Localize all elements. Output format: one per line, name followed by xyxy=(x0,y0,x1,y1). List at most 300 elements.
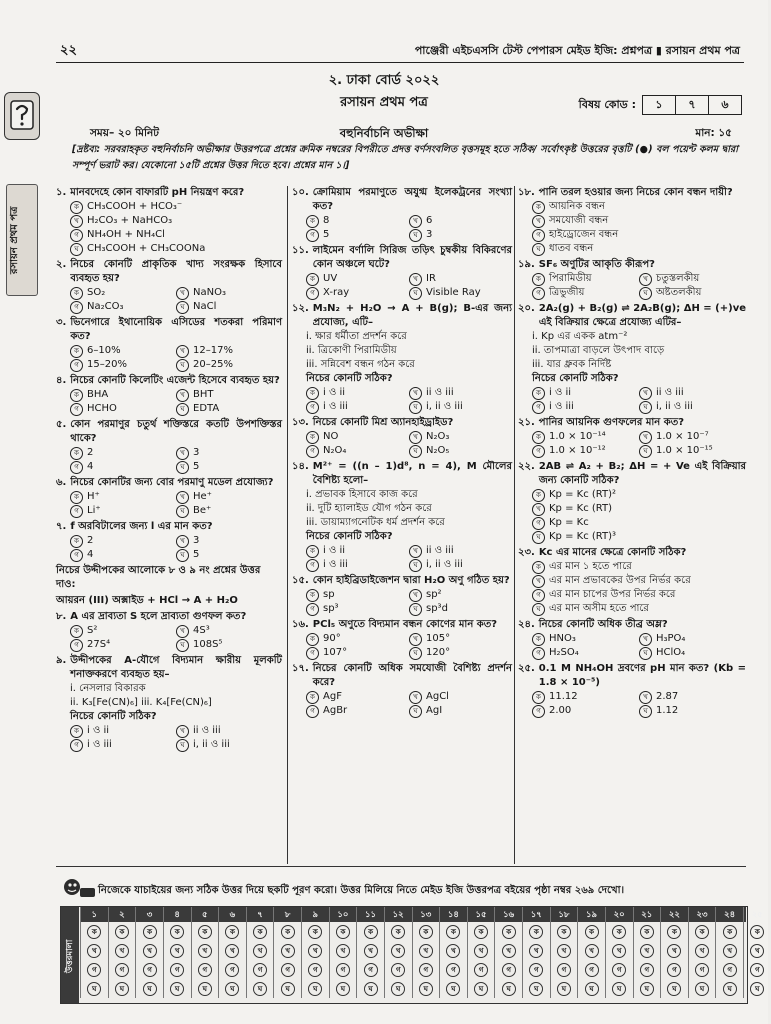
answer-option[interactable] xyxy=(409,272,512,286)
option-marker: ক xyxy=(70,625,83,638)
option-text: 20–25% xyxy=(193,359,233,370)
answer-bubble[interactable]: ক xyxy=(364,925,378,939)
answer-bubble[interactable]: খ xyxy=(87,944,101,958)
answer-grid-label: উত্তরমালা xyxy=(65,939,75,973)
answer-option[interactable] xyxy=(70,228,282,242)
answer-option[interactable] xyxy=(532,444,639,458)
answer-grid-cell xyxy=(688,979,716,998)
answer-bubble[interactable]: গ xyxy=(225,963,239,977)
answer-option[interactable] xyxy=(532,502,746,516)
answer-grid-cell xyxy=(494,922,522,941)
answer-option[interactable] xyxy=(176,344,282,358)
answer-option[interactable] xyxy=(306,272,409,286)
answer-option[interactable] xyxy=(70,738,176,752)
answer-option[interactable] xyxy=(532,704,639,718)
question-item xyxy=(56,476,282,518)
answer-option[interactable] xyxy=(306,430,409,444)
answer-bubble[interactable]: গ xyxy=(281,963,295,977)
answer-option[interactable] xyxy=(532,228,746,242)
answer-option[interactable] xyxy=(532,588,746,602)
answer-bubble[interactable]: ঘ xyxy=(281,982,295,996)
option-marker: ক xyxy=(70,389,83,402)
answer-bubble[interactable]: গ xyxy=(612,963,626,977)
option-marker: খ xyxy=(409,633,422,646)
answer-option[interactable] xyxy=(176,286,282,300)
option-marker: ক xyxy=(532,691,545,704)
answer-option[interactable] xyxy=(532,386,639,400)
answer-bubble[interactable]: গ xyxy=(640,963,654,977)
answer-option[interactable] xyxy=(70,446,176,460)
answer-option[interactable] xyxy=(70,490,176,504)
answer-bubble[interactable]: ক xyxy=(695,925,709,939)
answer-bubble[interactable]: ঘ xyxy=(225,982,239,996)
answer-bubble[interactable]: ঘ xyxy=(419,982,433,996)
answer-bubble[interactable]: ঘ xyxy=(170,982,184,996)
answer-option[interactable] xyxy=(70,242,282,256)
answer-bubble[interactable]: খ xyxy=(143,944,157,958)
answer-bubble[interactable]: ঘ xyxy=(87,982,101,996)
answer-bubble[interactable]: গ xyxy=(502,963,516,977)
question-item xyxy=(518,618,746,660)
answer-bubble[interactable]: ক xyxy=(419,925,433,939)
option-text: 90° xyxy=(323,633,341,644)
answer-bubble[interactable]: খ xyxy=(446,944,460,958)
answer-bubble[interactable]: ক xyxy=(143,925,157,939)
answer-bubble[interactable]: ঘ xyxy=(502,982,516,996)
answer-option[interactable] xyxy=(409,430,512,444)
answer-option[interactable] xyxy=(639,430,746,444)
answer-option[interactable] xyxy=(532,646,639,660)
answer-option[interactable] xyxy=(306,558,409,572)
answer-bubble[interactable]: ক xyxy=(474,925,488,939)
answer-option[interactable] xyxy=(409,690,512,704)
option-marker: খ xyxy=(639,387,652,400)
answer-bubble[interactable]: ক xyxy=(640,925,654,939)
answer-option[interactable] xyxy=(532,430,639,444)
answer-option[interactable] xyxy=(532,214,746,228)
answer-bubble[interactable]: ক xyxy=(253,925,267,939)
answer-bubble[interactable]: ঘ xyxy=(585,982,599,996)
book-title: পাঞ্জেরী এইচএসসি টেস্ট পেপারস মেইড ইজি: প্রশ্নপত্র ▮ রসায়ন প্রথম পত্র xyxy=(414,44,740,57)
option-text: এর মান অসীম হতে পারে xyxy=(549,603,649,614)
answer-bubble[interactable]: ঘ xyxy=(695,982,709,996)
answer-bubble[interactable]: ঘ xyxy=(391,982,405,996)
answer-bubble[interactable]: ক xyxy=(308,925,322,939)
answer-option[interactable] xyxy=(176,358,282,372)
answer-bubble[interactable]: ঘ xyxy=(446,982,460,996)
option-text: HCHO xyxy=(87,403,117,414)
answer-bubble[interactable]: খ xyxy=(170,944,184,958)
answer-bubble[interactable]: ঘ xyxy=(364,982,378,996)
question-stem xyxy=(292,460,512,488)
answer-bubble[interactable]: ক xyxy=(225,925,239,939)
answer-bubble[interactable]: গ xyxy=(308,963,322,977)
answer-option[interactable] xyxy=(639,444,746,458)
answer-option[interactable] xyxy=(306,228,409,242)
answer-bubble[interactable]: ক xyxy=(336,925,350,939)
answer-option[interactable] xyxy=(70,460,176,474)
subject-code xyxy=(579,94,742,116)
answer-option[interactable] xyxy=(306,632,409,646)
answer-option[interactable] xyxy=(70,358,176,372)
question-stem xyxy=(56,374,282,388)
exam-marks: মান: ১৫ xyxy=(695,127,732,139)
answer-bubble[interactable]: ঘ xyxy=(336,982,350,996)
answer-grid-cell xyxy=(329,979,357,998)
answer-bubble[interactable]: খ xyxy=(115,944,129,958)
answer-bubble[interactable]: খ xyxy=(723,944,737,958)
answer-bubble[interactable]: ক xyxy=(391,925,405,939)
answer-option[interactable] xyxy=(176,534,282,548)
answer-bubble[interactable]: ঘ xyxy=(667,982,681,996)
answer-option[interactable] xyxy=(532,574,746,588)
answer-option[interactable] xyxy=(409,646,512,660)
answer-option[interactable] xyxy=(409,214,512,228)
answer-option[interactable] xyxy=(306,544,409,558)
answer-option[interactable] xyxy=(409,558,512,572)
answer-option[interactable] xyxy=(409,228,512,242)
answer-option[interactable] xyxy=(306,286,409,300)
option-marker: গ xyxy=(306,445,319,458)
question-number: ১২. xyxy=(292,303,309,314)
answer-bubble[interactable]: গ xyxy=(115,963,129,977)
answer-option[interactable] xyxy=(70,388,176,402)
option-marker: ঘ xyxy=(639,647,652,660)
answer-option[interactable] xyxy=(176,490,282,504)
answer-option[interactable] xyxy=(70,300,176,314)
option-text: 27S⁴ xyxy=(87,639,111,650)
answer-bubble[interactable]: গ xyxy=(143,963,157,977)
question-stem xyxy=(56,476,282,490)
option-text: i ও iii xyxy=(323,559,348,570)
answer-grid-cell xyxy=(494,941,522,960)
question-item xyxy=(56,374,282,416)
answer-bubble[interactable]: ঘ xyxy=(557,982,571,996)
answer-bubble[interactable]: খ xyxy=(585,944,599,958)
answer-option[interactable] xyxy=(306,602,409,616)
answer-option[interactable] xyxy=(306,690,409,704)
answer-grid-cell xyxy=(412,979,440,998)
answer-grid-cell xyxy=(743,941,771,960)
answer-option[interactable] xyxy=(532,200,746,214)
question-text: নিচের কোনটির জন্য বোর পরমাণু মডেল প্রযোজ্য? xyxy=(70,477,274,488)
answer-bubble[interactable]: গ xyxy=(253,963,267,977)
answer-bubble[interactable]: ঘ xyxy=(474,982,488,996)
answer-bubble[interactable]: খ xyxy=(474,944,488,958)
answer-option[interactable] xyxy=(306,588,409,602)
answer-bubble[interactable]: খ xyxy=(308,944,322,958)
answer-grid-row xyxy=(80,979,760,998)
option-text: 8 xyxy=(323,215,330,226)
question-number: ২৩. xyxy=(518,547,535,558)
question-stem xyxy=(518,302,746,330)
answer-bubble[interactable]: ঘ xyxy=(750,982,764,996)
option-text: i, ii ও iii xyxy=(193,739,230,750)
option-marker: ঘ xyxy=(409,401,422,414)
answer-option[interactable] xyxy=(70,624,176,638)
answer-bubble[interactable]: গ xyxy=(170,963,184,977)
answer-bubble[interactable]: ঘ xyxy=(640,982,654,996)
answer-option[interactable] xyxy=(306,704,409,718)
answer-option[interactable] xyxy=(306,400,409,414)
columns-bottom-rule xyxy=(56,866,746,867)
option-marker: খ xyxy=(639,691,652,704)
answer-option[interactable] xyxy=(70,724,176,738)
answer-option[interactable] xyxy=(639,690,746,704)
answer-option[interactable] xyxy=(176,624,282,638)
answer-bubble[interactable]: ক xyxy=(557,925,571,939)
option-marker: ক xyxy=(532,489,545,502)
answer-option[interactable] xyxy=(409,704,512,718)
answer-option[interactable] xyxy=(70,548,176,562)
option-marker: ঘ xyxy=(176,461,189,474)
option-marker: খ xyxy=(409,589,422,602)
instruction-note: [দ্রষ্টব্য: সরবরাহকৃত বহুনির্বাচনি অভীক্ষার উত্তরপত্রে প্রশ্নের ক্রমিক নম্বরের বিপরীতে প্রদত্ত বর্ণসংবলিত বৃত্তসমূহ হতে সঠিক/ সর্বোৎকৃষ্ট উত্তরের বৃত্তটি (●) বল পয়েন্ট কলম দ্বারা সম্পূর্ণ ভরাট কর। যেকোনো ১৫টি প্রশ্নের উত্তর দিতে হবে। প্রশ্নের মান ১।] xyxy=(72,144,738,171)
answer-bubble[interactable]: ক xyxy=(281,925,295,939)
answer-bubble[interactable]: খ xyxy=(667,944,681,958)
answer-grid-row xyxy=(80,960,760,979)
option-marker: ঘ xyxy=(176,639,189,652)
option-text: BHT xyxy=(193,389,214,400)
answer-option[interactable] xyxy=(532,488,746,502)
answer-option[interactable] xyxy=(176,548,282,562)
answer-bubble[interactable]: গ xyxy=(750,963,764,977)
answer-option[interactable] xyxy=(176,402,282,416)
answer-bubble[interactable]: গ xyxy=(474,963,488,977)
option-marker: ঘ xyxy=(176,505,189,518)
answer-grid-cell xyxy=(577,922,605,941)
answer-grid-cells xyxy=(80,907,763,998)
question-number: ১৬. xyxy=(292,619,309,630)
answer-option[interactable] xyxy=(306,214,409,228)
answer-bubble[interactable]: ক xyxy=(585,925,599,939)
option-text: 5 xyxy=(193,461,200,472)
answer-option[interactable] xyxy=(639,286,746,300)
question-text: নিচের কোনটি অধিক তীব্র অম্ল? xyxy=(538,619,668,630)
answer-bubble[interactable]: খ xyxy=(640,944,654,958)
answer-bubble[interactable]: ক xyxy=(115,925,129,939)
option-text: 2 xyxy=(87,447,94,458)
answer-option[interactable] xyxy=(70,344,176,358)
answer-bubble[interactable]: খ xyxy=(198,944,212,958)
option-text: Kp = Kc (RT)³ xyxy=(549,531,617,542)
answer-grid-number: ২৫ xyxy=(743,907,771,922)
question-number: ১৩. xyxy=(292,417,309,428)
answer-grid-cell xyxy=(301,960,329,979)
answer-bubble[interactable]: ক xyxy=(502,925,516,939)
question-text: 0.1 M NH₄OH দ্রবণের pH মান কত? (Kb = 1.8 × 10⁻⁵) xyxy=(538,663,746,688)
answer-option[interactable] xyxy=(532,286,639,300)
answer-bubble[interactable]: গ xyxy=(723,963,737,977)
answer-option[interactable] xyxy=(176,300,282,314)
answer-bubble[interactable]: ক xyxy=(170,925,184,939)
answer-option[interactable] xyxy=(532,632,639,646)
answer-bubble[interactable]: গ xyxy=(87,963,101,977)
answer-bubble[interactable]: গ xyxy=(364,963,378,977)
answer-bubble[interactable]: ক xyxy=(667,925,681,939)
answer-bubble[interactable]: গ xyxy=(391,963,405,977)
answer-option[interactable] xyxy=(176,388,282,402)
answer-grid-cell xyxy=(80,941,108,960)
answer-option[interactable] xyxy=(176,460,282,474)
option-text: AgF xyxy=(323,691,342,702)
question-number: ২. xyxy=(56,259,67,270)
question-statement: i. ক্ষার ধর্মীতা প্রদর্শন করে xyxy=(306,331,407,342)
option-marker: ঘ xyxy=(639,705,652,718)
question-item xyxy=(56,186,282,256)
answer-option[interactable] xyxy=(639,632,746,646)
answer-bubble[interactable]: খ xyxy=(391,944,405,958)
answer-option[interactable] xyxy=(409,602,512,616)
option-list xyxy=(292,544,512,572)
option-marker: গ xyxy=(306,401,319,414)
answer-option[interactable] xyxy=(306,444,409,458)
question-statement: iii. ডায়াম্যাগনেটিক ধর্ম প্রদর্শন করে xyxy=(306,517,445,528)
answer-bubble[interactable]: ক xyxy=(723,925,737,939)
answer-option[interactable] xyxy=(409,400,512,414)
answer-bubble[interactable]: গ xyxy=(198,963,212,977)
answer-grid-header xyxy=(80,907,763,922)
answer-option[interactable] xyxy=(532,272,639,286)
option-text: Na₂CO₃ xyxy=(87,301,124,312)
answer-grid-cell xyxy=(467,941,495,960)
answer-option[interactable] xyxy=(70,638,176,652)
answer-bubble[interactable]: ক xyxy=(529,925,543,939)
answer-bubble[interactable]: ক xyxy=(612,925,626,939)
option-marker: গ xyxy=(70,461,83,474)
answer-bubble[interactable]: ঘ xyxy=(198,982,212,996)
option-text: 105° xyxy=(426,633,451,644)
answer-option[interactable] xyxy=(532,690,639,704)
answer-option[interactable] xyxy=(409,544,512,558)
answer-option[interactable] xyxy=(70,214,282,228)
answer-option[interactable] xyxy=(70,200,282,214)
answer-option[interactable] xyxy=(532,400,639,414)
answer-bubble[interactable]: খ xyxy=(253,944,267,958)
answer-bubble[interactable]: খ xyxy=(364,944,378,958)
option-marker: খ xyxy=(532,215,545,228)
answer-option[interactable] xyxy=(639,272,746,286)
answer-option[interactable] xyxy=(532,530,746,544)
answer-option[interactable] xyxy=(306,646,409,660)
answer-grid-cell xyxy=(412,922,440,941)
answer-grid-cell xyxy=(191,922,219,941)
answer-option[interactable] xyxy=(409,632,512,646)
answer-option[interactable] xyxy=(70,286,176,300)
answer-bubble[interactable]: খ xyxy=(336,944,350,958)
answer-bubble[interactable]: খ xyxy=(557,944,571,958)
answer-option[interactable] xyxy=(306,386,409,400)
answer-bubble[interactable]: ঘ xyxy=(723,982,737,996)
answer-bubble[interactable]: খ xyxy=(419,944,433,958)
answer-grid-cell xyxy=(412,941,440,960)
answer-grid-cell xyxy=(301,922,329,941)
question-stem xyxy=(292,302,512,330)
answer-option[interactable] xyxy=(176,738,282,752)
answer-option[interactable] xyxy=(639,704,746,718)
question-statement: ii. ত্রিকোণী পিরামিডীয় xyxy=(306,345,397,356)
answer-bubble[interactable]: ঘ xyxy=(529,982,543,996)
answer-option[interactable] xyxy=(409,286,512,300)
answer-option[interactable] xyxy=(176,504,282,518)
answer-bubble[interactable]: ঘ xyxy=(115,982,129,996)
answer-bubble[interactable]: ঘ xyxy=(308,982,322,996)
answer-bubble[interactable]: ঘ xyxy=(612,982,626,996)
answer-option[interactable] xyxy=(409,386,512,400)
answer-bubble[interactable]: ক xyxy=(446,925,460,939)
answer-option[interactable] xyxy=(639,386,746,400)
answer-grid-cell xyxy=(246,960,274,979)
answer-option[interactable] xyxy=(409,588,512,602)
answer-option[interactable] xyxy=(532,516,746,530)
answer-bubble[interactable]: খ xyxy=(750,944,764,958)
answer-bubble[interactable]: গ xyxy=(529,963,543,977)
option-marker: ঘ xyxy=(409,287,422,300)
answer-bubble[interactable]: ক xyxy=(87,925,101,939)
option-marker: গ xyxy=(70,229,83,242)
answer-option[interactable] xyxy=(70,402,176,416)
answer-bubble[interactable]: খ xyxy=(502,944,516,958)
option-marker: গ xyxy=(70,403,83,416)
option-marker: ঘ xyxy=(176,359,189,372)
answer-bubble[interactable]: ক xyxy=(198,925,212,939)
answer-option[interactable] xyxy=(532,560,746,574)
exam-type: বহুনির্বাচনি অভীক্ষা xyxy=(339,126,429,140)
answer-grid-cell xyxy=(550,922,578,941)
answer-bubble[interactable]: ক xyxy=(750,925,764,939)
answer-bubble[interactable]: গ xyxy=(419,963,433,977)
answer-bubble[interactable]: খ xyxy=(225,944,239,958)
answer-option[interactable] xyxy=(639,646,746,660)
question-text: নিচের কোনটি মিশ্র অ্যানহাইড্রাইড? xyxy=(312,417,454,428)
option-marker: গ xyxy=(306,647,319,660)
answer-bubble[interactable]: খ xyxy=(612,944,626,958)
option-text: ii ও iii xyxy=(656,387,684,398)
answer-option[interactable] xyxy=(639,400,746,414)
answer-option[interactable] xyxy=(70,534,176,548)
answer-option[interactable] xyxy=(176,446,282,460)
answer-bubble[interactable]: গ xyxy=(336,963,350,977)
answer-bubble[interactable]: ঘ xyxy=(253,982,267,996)
option-text: ii ও iii xyxy=(426,545,454,556)
option-text: 1.0 × 10⁻¹⁵ xyxy=(656,445,713,456)
answer-grid-cell xyxy=(356,960,384,979)
answer-option[interactable] xyxy=(70,504,176,518)
option-marker: ঘ xyxy=(532,243,545,256)
answer-bubble[interactable]: গ xyxy=(585,963,599,977)
answer-option[interactable] xyxy=(532,242,746,256)
answer-option[interactable] xyxy=(409,444,512,458)
answer-bubble[interactable]: গ xyxy=(446,963,460,977)
answer-bubble[interactable]: খ xyxy=(529,944,543,958)
answer-bubble[interactable]: ঘ xyxy=(143,982,157,996)
option-text: Li⁺ xyxy=(87,505,101,516)
option-list xyxy=(292,272,512,300)
answer-bubble[interactable]: খ xyxy=(281,944,295,958)
answer-bubble[interactable]: খ xyxy=(695,944,709,958)
answer-grid-cell xyxy=(467,979,495,998)
answer-grid-cell xyxy=(633,922,661,941)
question-stem xyxy=(518,546,746,560)
answer-bubble[interactable]: গ xyxy=(695,963,709,977)
answer-grid-cell xyxy=(301,941,329,960)
answer-option[interactable] xyxy=(176,724,282,738)
answer-option[interactable] xyxy=(532,602,746,616)
option-text: NH₄OH + NH₄Cl xyxy=(87,229,165,240)
answer-bubble[interactable]: গ xyxy=(667,963,681,977)
answer-option[interactable] xyxy=(176,638,282,652)
answer-bubble[interactable]: গ xyxy=(557,963,571,977)
